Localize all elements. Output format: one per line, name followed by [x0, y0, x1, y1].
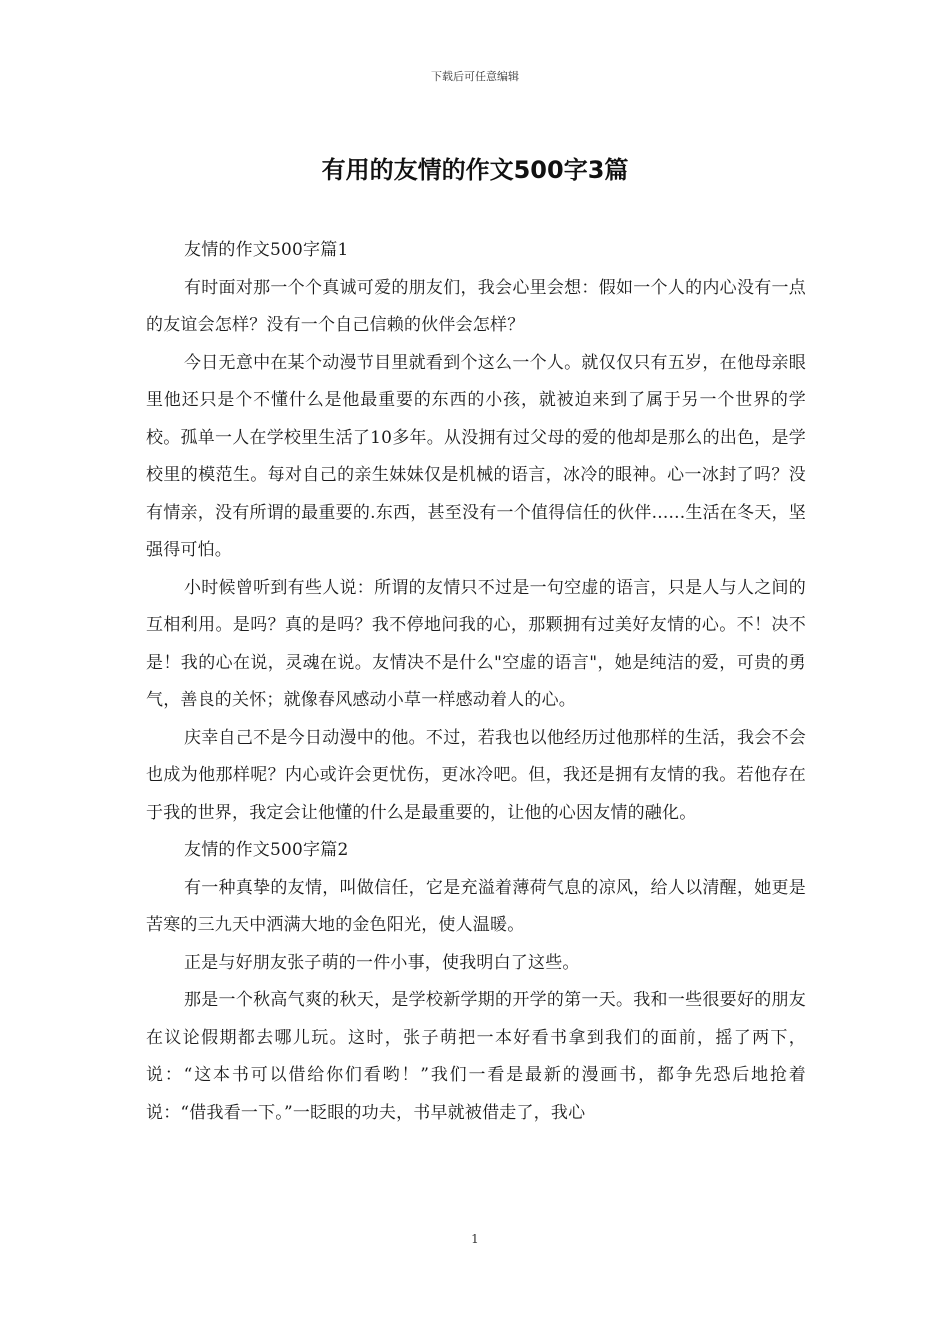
- paragraph: 正是与好朋友张子萌的一件小事，使我明白了这些。: [184, 952, 580, 973]
- header-note: 下载后可任意编辑: [431, 70, 519, 83]
- section-heading-1: 友情的作文500字篇1: [184, 240, 349, 260]
- paragraph: 那是一个秋高气爽的秋天，是学校新学期的开学的第一天。我和一些很要好的朋友在议论假期都去哪儿玩。这时，张子萌把一本好看书拿到我们的面前，摇了两下，说：“这本书可以借给你们看哟！”我们一看是最新的漫画书，都争先恐后地抢着说：“借我看一下。”一眨眼的功夫，书早就被借走了，我心: [146, 990, 806, 1123]
- paragraph: 有时面对那一个个真诚可爱的朋友们，我会心里会想：假如一个人的内心没有一点的友谊会怎样？没有一个自己信赖的伙伴会怎样？: [146, 277, 806, 335]
- page-number: 1: [471, 1232, 479, 1246]
- document-title: 有用的友情的作文500字3篇: [321, 156, 629, 184]
- paragraph: 庆幸自己不是今日动漫中的他。不过，若我也以他经历过他那样的生活，我会不会也成为他那样呢？内心或许会更忧伤，更冰冷吧。但，我还是拥有友情的我。若他存在于我的世界，我定会让他懂的什么是最重要的，让他的心因友情的融化。: [146, 727, 806, 823]
- paragraph: 今日无意中在某个动漫节目里就看到个这么一个人。就仅仅只有五岁，在他母亲眼里他还只是个不懂什么是他最重要的东西的小孩，就被迫来到了属于另一个世界的学校。孤单一人在学校里生活了10多年。从没拥有过父母的爱的他却是那么的出色，是学校里的模范生。每对自己的亲生妹妹仅是机械的语言，冰冷的眼神。心一冰封了吗？没有情亲，没有所谓的最重要的.东西，甚至没有一个值得信任的伙伴......生活在冬天，坚强得可怕。: [146, 352, 806, 560]
- body-text: [146, 232, 806, 1132]
- paragraph: 小时候曾听到有些人说：所谓的友情只不过是一句空虚的语言，只是人与人之间的互相利用。是吗？真的是吗？我不停地问我的心，那颗拥有过美好友情的心。不！决不是！我的心在说，灵魂在说。友情决不是什么"空虚的语言"，她是纯洁的爱，可贵的勇气，善良的关怀；就像春风感动小草一样感动着人的心。: [146, 577, 806, 710]
- paragraph: 有一种真挚的友情，叫做信任，它是充溢着薄荷气息的凉风，给人以清醒，她更是苦寒的三九天中洒满大地的金色阳光，使人温暖。: [146, 877, 806, 935]
- section-heading-2: 友情的作文500字篇2: [184, 840, 349, 860]
